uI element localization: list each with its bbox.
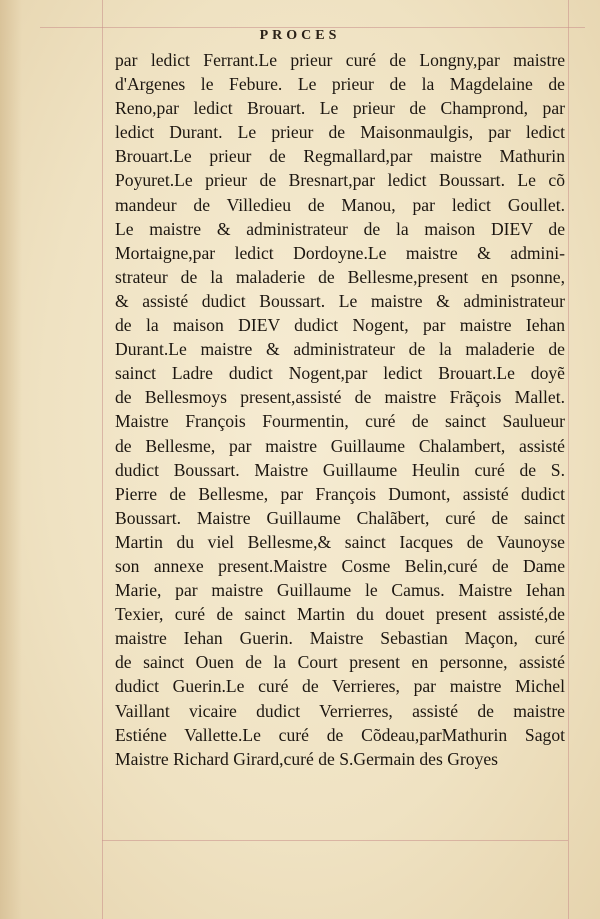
page-gutter-shadow <box>0 0 22 919</box>
text-line: Maistre François Fourmentin, curé de sainct Saulueur <box>115 411 565 432</box>
text-line: maistre Iehan Guerin. Maistre Sebastian Maçon, curé <box>115 628 565 649</box>
text-line: mandeur de Villedieu de Manou, par ledict Goullet. <box>115 194 565 215</box>
text-line: Brouart.Le prieur de Regmallard,par maistre Mathurin <box>115 146 565 167</box>
text-line: Poyuret.Le prieur de Bresnart,par ledict Boussart. Le cõ <box>115 170 565 191</box>
text-line: Vaillant vicaire dudict Verrierres, assisté de maistre <box>115 700 565 721</box>
text-line: Durant.Le maistre & administrateur de la maladerie de <box>115 339 565 360</box>
text-line: de sainct Ouen de la Court present en personne, assisté <box>115 652 565 673</box>
text-line: ledict Durant. Le prieur de Maisonmaulgis, par ledict <box>115 122 565 143</box>
left-margin-ruling-line <box>102 0 103 919</box>
text-line: Reno,par ledict Brouart. Le prieur de Champrond, par <box>115 98 565 119</box>
text-line: dudict Guerin.Le curé de Verrieres, par maistre Michel <box>115 676 565 697</box>
text-line: sainct Ladre dudict Nogent,par ledict Brouart.Le doyẽ <box>115 363 565 384</box>
text-line: strateur de la maladerie de Bellesme,present en psonne, <box>115 266 565 287</box>
text-line: Mortaigne,par ledict Dordoyne.Le maistre & admini- <box>115 242 565 263</box>
text-line: Boussart. Maistre Guillaume Chalãbert, curé de sainct <box>115 507 565 528</box>
text-line: son annexe present.Maistre Cosme Belin,curé de Dame <box>115 555 565 576</box>
text-line: Texier, curé de sainct Martin du douet present assisté,de <box>115 604 565 625</box>
text-line: Marie, par maistre Guillaume le Camus. Maistre Iehan <box>115 580 565 601</box>
text-line: Maistre Richard Girard,curé de S.Germain des Groyes <box>115 748 499 769</box>
text-line: d'Argenes le Febure. Le prieur de la Magdelaine de <box>115 74 565 95</box>
text-line: Le maistre & administrateur de la maison DIEV de <box>115 218 565 239</box>
text-line: Pierre de Bellesme, par François Dumont, assisté dudict <box>115 483 565 504</box>
right-margin-ruling-line <box>568 0 569 919</box>
text-line: Estiéne Vallette.Le curé de Cõdeau,parMathurin Sagot <box>115 724 565 745</box>
text-line: de Bellesme, par maistre Guillaume Chalambert, assisté <box>115 435 565 456</box>
body-text <box>115 48 565 771</box>
text-line: dudict Boussart. Maistre Guillaume Heulin curé de S. <box>115 459 565 480</box>
bottom-ruling-line <box>102 840 568 841</box>
running-head: PROCES <box>259 28 341 43</box>
text-line: de la maison DIEV dudict Nogent, par maistre Iehan <box>115 315 565 336</box>
text-line: Martin du viel Bellesme,& sainct Iacques de Vaunoyse <box>115 531 565 552</box>
text-line: de Bellesmoys present,assisté de maistre Frãçois Mallet. <box>115 387 565 408</box>
text-line: par ledict Ferrant.Le prieur curé de Longny,par maistre <box>115 50 565 70</box>
text-line: & assisté dudict Boussart. Le maistre & administrateur <box>115 290 565 311</box>
